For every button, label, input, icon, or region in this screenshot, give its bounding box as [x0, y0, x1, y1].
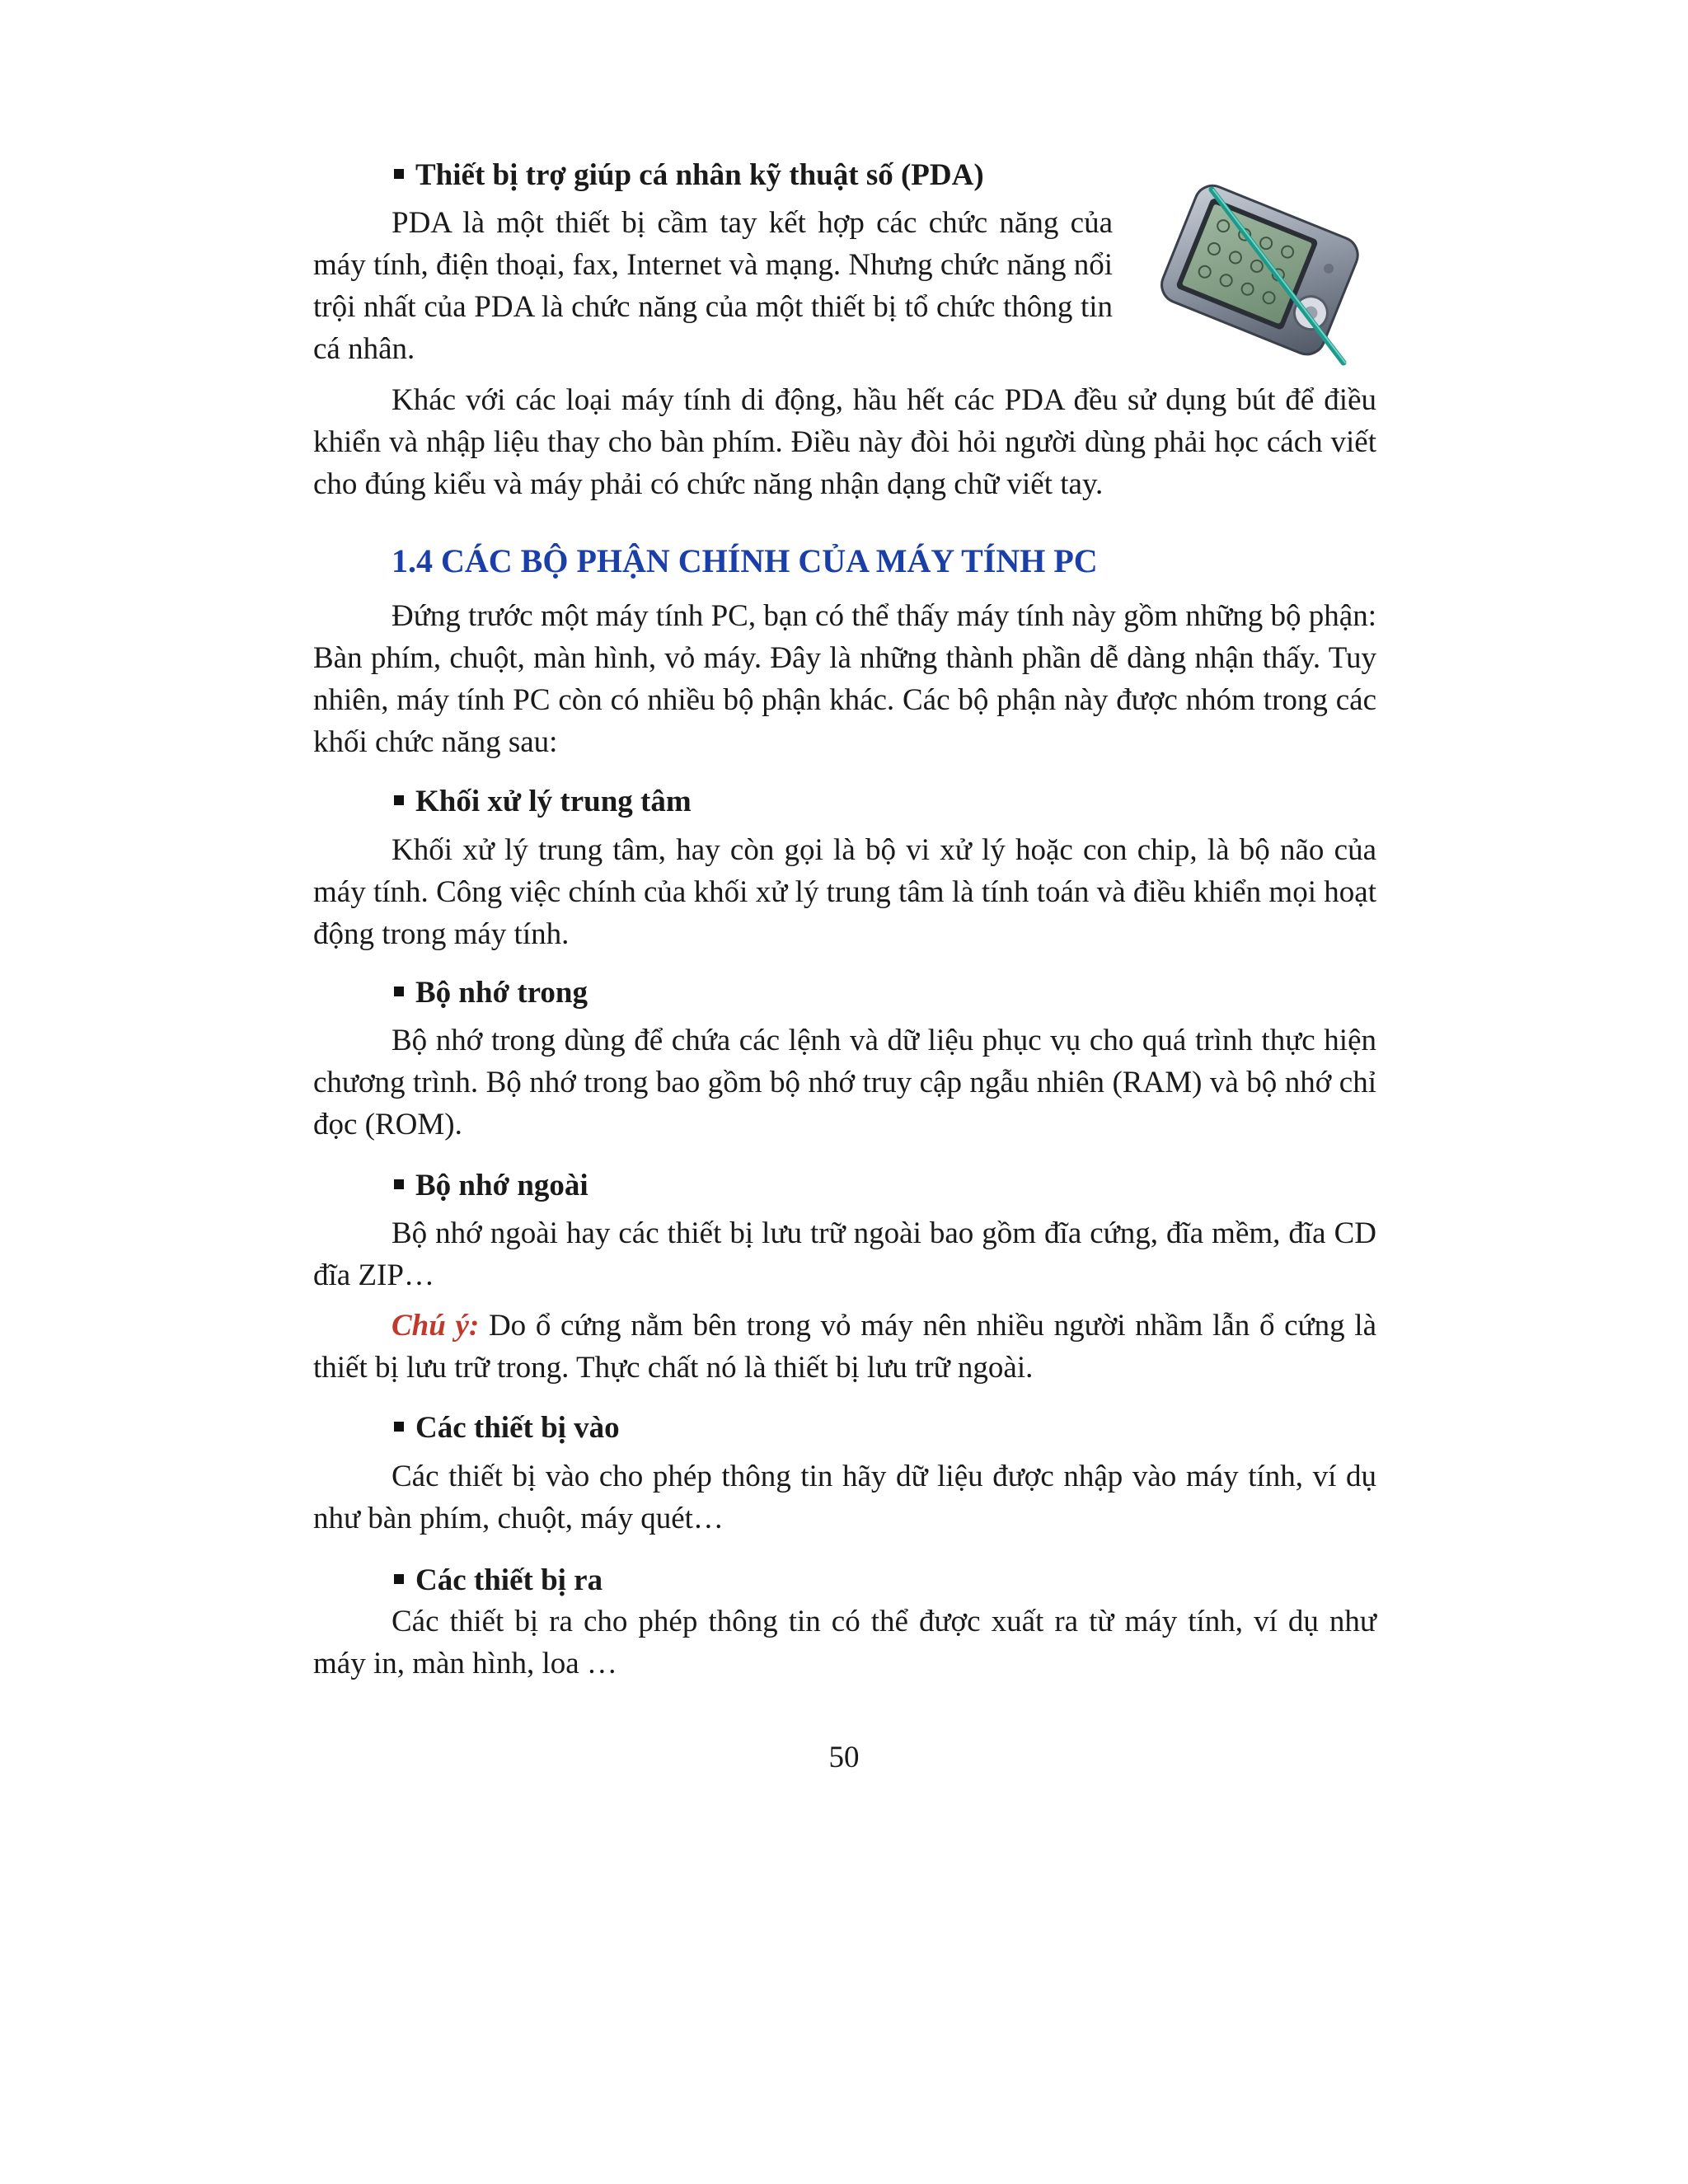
external-memory-paragraph: Bộ nhớ ngoài hay các thiết bị lưu trữ ngoài bao gồm đĩa cứng, đĩa mềm, đĩa CD đĩa ZIP… [313, 1216, 1376, 1292]
pda-paragraph-2: Khác với các loại máy tính di động, hầu hết các PDA đều sử dụng bút để điều khiển và nhập liệu thay cho bàn phím. Điều này đòi hỏi người dùng phải học cách viết cho đúng kiểu và máy phải có chức năng nhận dạng chữ viết tay. [313, 383, 1376, 501]
pda-heading: Thiết bị trợ giúp cá nhân kỹ thuật số (PDA) [394, 157, 984, 194]
bullet-icon [394, 1179, 404, 1189]
bullet-icon [394, 1422, 404, 1432]
input-devices-heading: Các thiết bị vào [394, 1409, 620, 1447]
pda-device-image [1137, 173, 1368, 379]
output-devices-heading: Các thiết bị ra [394, 1562, 603, 1600]
note-paragraph [313, 1305, 1376, 1389]
bullet-icon [394, 169, 404, 179]
page-number: 50 [828, 1741, 860, 1774]
output-devices-paragraph: Các thiết bị ra cho phép thông tin có thể được xuất ra từ máy tính, ví dụ như máy in, màn hình, loa … [313, 1605, 1376, 1680]
bullet-icon [394, 795, 404, 805]
pda-paragraph-1: PDA là một thiết bị cầm tay kết hợp các chức năng của máy tính, điện thoại, fax, Internet và mạng. Nhưng chức năng nổi trội nhất của PDA là chức năng của một thiết bị tổ chức thông tin cá nhân. [313, 206, 1113, 366]
external-memory-heading: Bộ nhớ ngoài [394, 1167, 588, 1205]
internal-memory-heading: Bộ nhớ trong [394, 974, 588, 1012]
bullet-icon [394, 1574, 404, 1584]
note-text: Do ổ cứng nằm bên trong vỏ máy nên nhiều người nhầm lẫn ổ cứng là thiết bị lưu trữ trong. Thực chất nó là thiết bị lưu trữ ngoài. [313, 1309, 1376, 1385]
section-intro-paragraph: Đứng trước một máy tính PC, bạn có thể thấy máy tính này gồm những bộ phận: Bàn phím, chuột, màn hình, vỏ máy. Đây là những thành phần dễ dàng nhận thấy. Tuy nhiên, máy tính PC còn có nhiều bộ phận khác. Các bộ phận này được nhóm trong các khối chức năng sau: [313, 599, 1376, 759]
cpu-heading: Khối xử lý trung tâm [394, 783, 692, 821]
internal-memory-paragraph: Bộ nhớ trong dùng để chứa các lệnh và dữ liệu phục vụ cho quá trình thực hiện chương trình. Bộ nhớ trong bao gồm bộ nhớ truy cập ngẫu nhiên (RAM) và bộ nhớ chỉ đọc (ROM). [313, 1024, 1376, 1141]
section-title: 1.4 CÁC BỘ PHẬN CHÍNH CỦA MÁY TÍNH PC [392, 542, 1098, 579]
input-devices-paragraph: Các thiết bị vào cho phép thông tin hãy dữ liệu được nhập vào máy tính, ví dụ như bàn phím, chuột, máy quét… [313, 1460, 1376, 1535]
note-label: Chú ý: [392, 1309, 480, 1343]
bullet-icon [394, 987, 404, 996]
cpu-paragraph: Khối xử lý trung tâm, hay còn gọi là bộ vi xử lý hoặc con chip, là bộ não của máy tính. Công việc chính của khối xử lý trung tâm là tính toán và điều khiển mọi hoạt động trong máy tính. [313, 833, 1376, 951]
